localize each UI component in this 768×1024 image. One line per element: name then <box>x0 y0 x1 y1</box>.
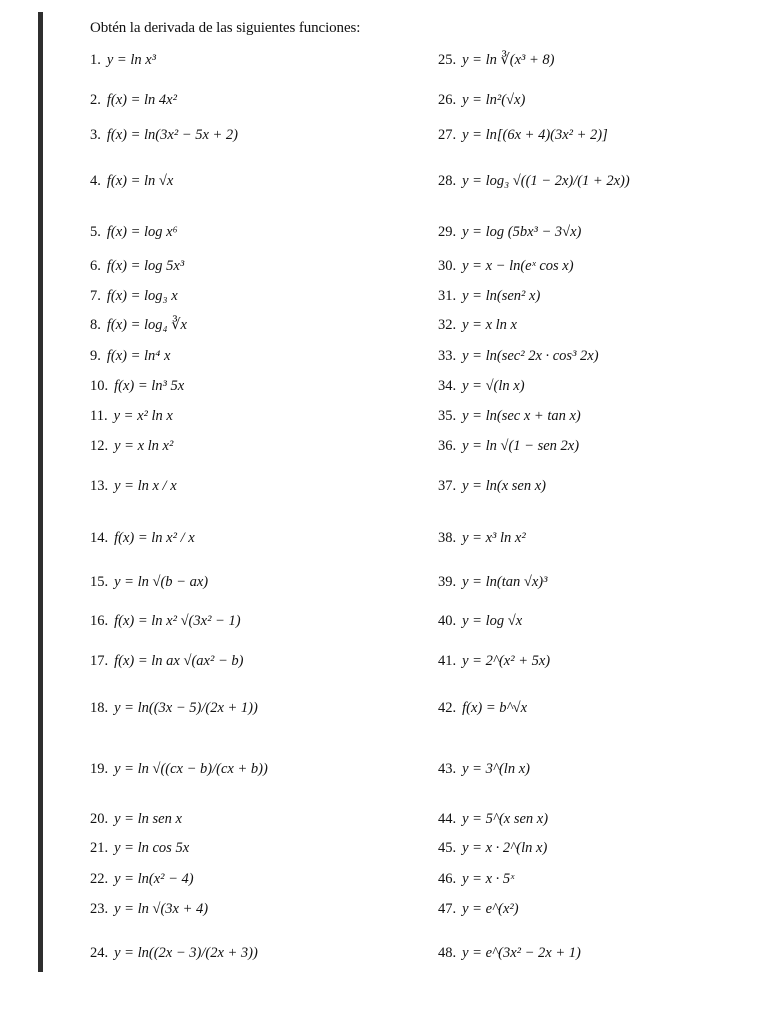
exercise-number: 11. <box>90 408 108 424</box>
exercise-38 <box>438 530 526 547</box>
exercise-number: 26. <box>438 92 457 108</box>
exercise-expression: y = ln(tan √x)³ <box>462 574 548 590</box>
exercise-number: 32. <box>438 317 457 333</box>
exercise-expression: y = x³ ln x² <box>462 530 526 546</box>
exercise-expression: f(x) = b^√x <box>462 700 528 716</box>
exercise-20 <box>90 811 182 828</box>
exercise-12 <box>90 438 173 455</box>
exercise-47 <box>438 901 519 918</box>
exercise-expression: y = 2^(x² + 5x) <box>462 653 551 669</box>
exercise-33 <box>438 348 599 365</box>
exercise-number: 18. <box>90 700 109 716</box>
exercise-2 <box>90 92 177 109</box>
exercise-number: 20. <box>90 811 109 827</box>
exercise-30 <box>438 258 574 275</box>
exercise-11 <box>90 408 173 425</box>
exercise-number: 35. <box>438 408 457 424</box>
exercise-expression: y = ln cos 5x <box>114 840 190 856</box>
exercise-number: 34. <box>438 378 457 394</box>
exercise-expression: y = ln √((cx − b)/(cx + b)) <box>114 761 268 777</box>
exercise-expression: y = log √x <box>462 613 523 629</box>
exercise-number: 37. <box>438 478 457 494</box>
exercise-10 <box>90 378 184 395</box>
exercise-number: 14. <box>90 530 109 546</box>
exercise-expression: y = 5^(x sen x) <box>462 811 549 827</box>
exercise-number: 4. <box>90 173 101 189</box>
exercise-expression: y = ln[(6x + 4)(3x² + 2)] <box>462 127 608 143</box>
exercise-expression: y = e^(x²) <box>462 901 519 917</box>
exercise-number: 9. <box>90 348 101 364</box>
exercise-number: 30. <box>438 258 457 274</box>
exercise-expression: f(x) = log₄ ∛x <box>106 317 187 333</box>
exercise-6 <box>90 258 184 275</box>
exercise-expression: f(x) = ln ax √(ax² − b) <box>114 653 244 669</box>
exercise-35 <box>438 408 581 425</box>
exercise-number: 10. <box>90 378 109 394</box>
exercise-22 <box>90 871 194 888</box>
exercise-number: 24. <box>90 945 109 961</box>
exercise-45 <box>438 840 547 857</box>
exercise-expression: y = ln(sec x + tan x) <box>462 408 581 424</box>
exercise-24 <box>90 945 258 962</box>
exercise-46 <box>438 871 514 888</box>
exercise-expression: y = ln(sec² 2x · cos³ 2x) <box>462 348 599 364</box>
exercise-44 <box>438 811 548 828</box>
exercise-25 <box>438 52 554 69</box>
exercise-number: 22. <box>90 871 109 887</box>
exercise-expression: y = x² ln x <box>113 408 173 424</box>
exercise-17 <box>90 653 243 670</box>
exercise-expression: y = ln((3x − 5)/(2x + 1)) <box>114 700 258 716</box>
exercise-expression: y = ln x³ <box>106 52 157 68</box>
exercise-expression: y = log₃ √((1 − 2x)/(1 + 2x)) <box>462 173 630 189</box>
exercise-number: 16. <box>90 613 109 629</box>
exercise-expression: y = ln(x² − 4) <box>114 871 194 887</box>
exercise-19 <box>90 761 268 778</box>
exercise-26 <box>438 92 525 109</box>
exercise-40 <box>438 613 522 630</box>
exercise-39 <box>438 574 547 591</box>
exercise-number: 29. <box>438 224 457 240</box>
exercise-36 <box>438 438 579 455</box>
exercise-27 <box>438 127 608 144</box>
exercise-expression: f(x) = ln √x <box>106 173 174 189</box>
exercise-13 <box>90 478 177 495</box>
exercise-16 <box>90 613 241 630</box>
exercise-expression: y = x − ln(eˣ cos x) <box>462 258 574 274</box>
exercise-expression: f(x) = log₃ x <box>106 288 178 304</box>
exercise-43 <box>438 761 530 778</box>
exercise-number: 2. <box>90 92 101 108</box>
exercise-41 <box>438 653 550 670</box>
exercise-expression: f(x) = ln 4x² <box>106 92 177 108</box>
exercise-number: 1. <box>90 52 101 68</box>
exercise-48 <box>438 945 581 962</box>
exercise-expression: y = e^(3x² − 2x + 1) <box>462 945 581 961</box>
exercise-expression: y = ln √(b − ax) <box>114 574 209 590</box>
exercise-number: 17. <box>90 653 109 669</box>
exercise-number: 40. <box>438 613 457 629</box>
exercise-number: 33. <box>438 348 457 364</box>
exercise-expression: f(x) = log x⁶ <box>106 224 178 240</box>
exercise-number: 38. <box>438 530 457 546</box>
exercise-8 <box>90 317 187 334</box>
exercise-expression: f(x) = ln x² √(3x² − 1) <box>114 613 241 629</box>
exercise-number: 13. <box>90 478 109 494</box>
exercise-expression: y = x · 2^(ln x) <box>462 840 548 856</box>
exercise-34 <box>438 378 525 395</box>
exercise-expression: y = x · 5ˣ <box>462 871 515 887</box>
exercise-37 <box>438 478 546 495</box>
exercise-number: 21. <box>90 840 109 856</box>
exercise-number: 3. <box>90 127 101 143</box>
exercise-31 <box>438 288 540 305</box>
exercise-32 <box>438 317 517 334</box>
exercise-expression: y = log (5bx³ − 3√x) <box>462 224 582 240</box>
exercise-number: 42. <box>438 700 457 716</box>
exercise-number: 36. <box>438 438 457 454</box>
exercise-expression: y = √(ln x) <box>462 378 525 394</box>
exercise-number: 47. <box>438 901 457 917</box>
exercise-number: 28. <box>438 173 457 189</box>
exercise-expression: f(x) = log 5x³ <box>106 258 185 274</box>
exercise-number: 45. <box>438 840 457 856</box>
exercise-expression: y = ln √(3x + 4) <box>114 901 209 917</box>
exercise-number: 39. <box>438 574 457 590</box>
exercise-7 <box>90 288 178 305</box>
exercise-number: 19. <box>90 761 109 777</box>
worksheet-heading: Obtén la derivada de las siguientes funciones: <box>90 20 361 36</box>
exercise-expression: y = ln x / x <box>114 478 177 494</box>
exercise-number: 12. <box>90 438 109 454</box>
exercise-21 <box>90 840 189 857</box>
page-edge-bar <box>38 12 43 972</box>
exercise-expression: y = x ln x² <box>114 438 174 454</box>
exercise-number: 23. <box>90 901 109 917</box>
exercise-expression: y = ln(x sen x) <box>462 478 546 494</box>
exercise-18 <box>90 700 258 717</box>
exercise-number: 5. <box>90 224 101 240</box>
exercise-9 <box>90 348 170 365</box>
exercise-23 <box>90 901 208 918</box>
exercise-expression: f(x) = ln⁴ x <box>106 348 171 364</box>
exercise-3 <box>90 127 238 144</box>
exercise-number: 15. <box>90 574 109 590</box>
exercise-15 <box>90 574 208 591</box>
exercise-expression: y = ln(sen² x) <box>462 288 541 304</box>
exercise-expression: y = x ln x <box>462 317 517 333</box>
exercise-28 <box>438 173 630 190</box>
exercise-42 <box>438 700 527 717</box>
exercise-expression: y = ln((2x − 3)/(2x + 3)) <box>114 945 258 961</box>
exercise-number: 8. <box>90 317 101 333</box>
exercise-expression: f(x) = ln³ 5x <box>114 378 185 394</box>
exercise-expression: y = ln √(1 − sen 2x) <box>462 438 580 454</box>
exercise-number: 41. <box>438 653 457 669</box>
exercise-14 <box>90 530 195 547</box>
exercise-number: 27. <box>438 127 457 143</box>
exercise-4 <box>90 173 173 190</box>
exercise-expression: y = ln²(√x) <box>462 92 526 108</box>
exercise-number: 43. <box>438 761 457 777</box>
exercise-number: 7. <box>90 288 101 304</box>
exercise-number: 48. <box>438 945 457 961</box>
exercise-number: 6. <box>90 258 101 274</box>
exercise-5 <box>90 224 178 241</box>
exercise-expression: y = ln sen x <box>114 811 182 827</box>
exercise-number: 44. <box>438 811 457 827</box>
exercise-number: 25. <box>438 52 457 68</box>
exercise-number: 31. <box>438 288 457 304</box>
exercise-expression: y = ln ∛(x³ + 8) <box>462 52 555 68</box>
exercise-expression: f(x) = ln x² / x <box>114 530 195 546</box>
exercise-29 <box>438 224 581 241</box>
exercise-expression: f(x) = ln(3x² − 5x + 2) <box>106 127 239 143</box>
exercise-expression: y = 3^(ln x) <box>462 761 530 777</box>
exercise-1 <box>90 52 156 69</box>
exercise-number: 46. <box>438 871 457 887</box>
